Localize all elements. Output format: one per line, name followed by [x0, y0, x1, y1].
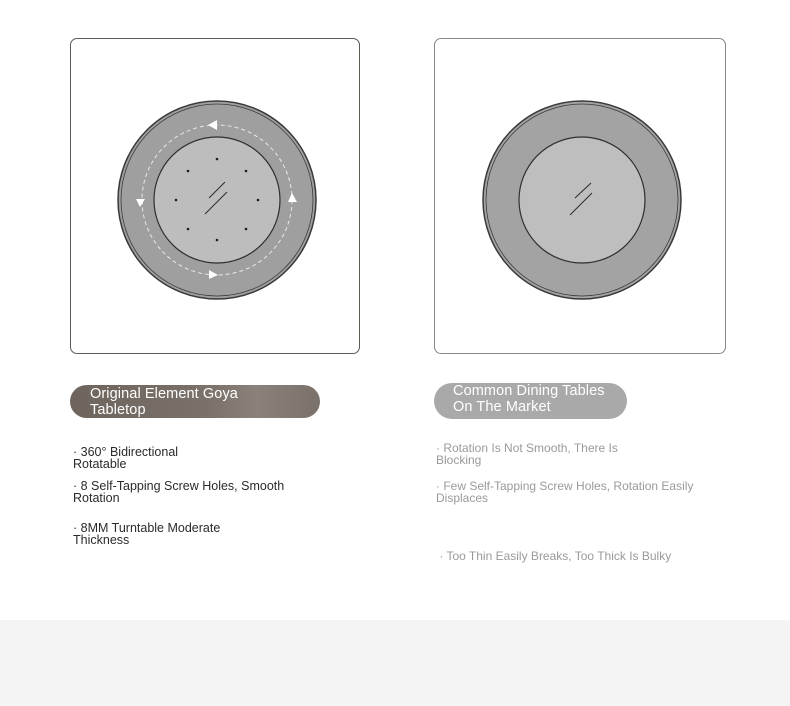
- goya-feature-screw-holes: [73, 480, 284, 504]
- feature-line: · Rotation Is Not Smooth, There Is: [436, 441, 618, 455]
- common-title-line-2: On The Market: [453, 399, 551, 415]
- common-title-line-1: Common Dining Tables: [453, 383, 605, 399]
- goya-title: [90, 386, 260, 418]
- screw-hole-dot-icon: [175, 199, 178, 202]
- screw-hole-dot-icon: [257, 199, 260, 202]
- feature-line: Thickness: [73, 533, 130, 547]
- goya-feature-thickness: [73, 522, 220, 546]
- goya-tabletop-illustration: [71, 39, 361, 355]
- goya-feature-rotation: [73, 446, 178, 470]
- feature-line: Displaces: [436, 491, 489, 505]
- common-feature-thickness: [436, 526, 671, 574]
- common-title: [453, 383, 623, 415]
- screw-hole-dot-icon: [216, 239, 219, 242]
- common-table-illustration: [435, 39, 727, 355]
- common-feature-screw-holes: [436, 480, 693, 504]
- feature-line: · Few Self-Tapping Screw Holes, Rotation Easily: [436, 479, 694, 493]
- goya-title-pill: [70, 385, 320, 418]
- feature-line: Blocking: [436, 453, 482, 467]
- screw-hole-dot-icon: [245, 170, 248, 173]
- feature-line: Rotation: [73, 491, 120, 505]
- common-title-pill: [434, 383, 627, 419]
- feature-line: · 360° Bidirectional: [73, 445, 179, 459]
- feature-line: · 8MM Turntable Moderate: [73, 521, 221, 535]
- screw-hole-dot-icon: [187, 228, 190, 231]
- screw-hole-dot-icon: [216, 158, 219, 161]
- common-feature-rotation: [436, 442, 618, 466]
- footer-band: [0, 620, 790, 706]
- feature-line: · 8 Self-Tapping Screw Holes, Smooth: [73, 479, 285, 493]
- screw-hole-dot-icon: [245, 228, 248, 231]
- feature-line: Rotatable: [73, 457, 127, 471]
- goya-title-line-2: Tabletop: [90, 402, 146, 418]
- feature-line: · Too Thin Easily Breaks, Too Thick Is Bulky: [436, 549, 672, 563]
- common-table-card: [434, 38, 726, 354]
- screw-hole-dot-icon: [187, 170, 190, 173]
- goya-tabletop-card: [70, 38, 360, 354]
- goya-title-line-1: Original Element Goya: [90, 386, 238, 402]
